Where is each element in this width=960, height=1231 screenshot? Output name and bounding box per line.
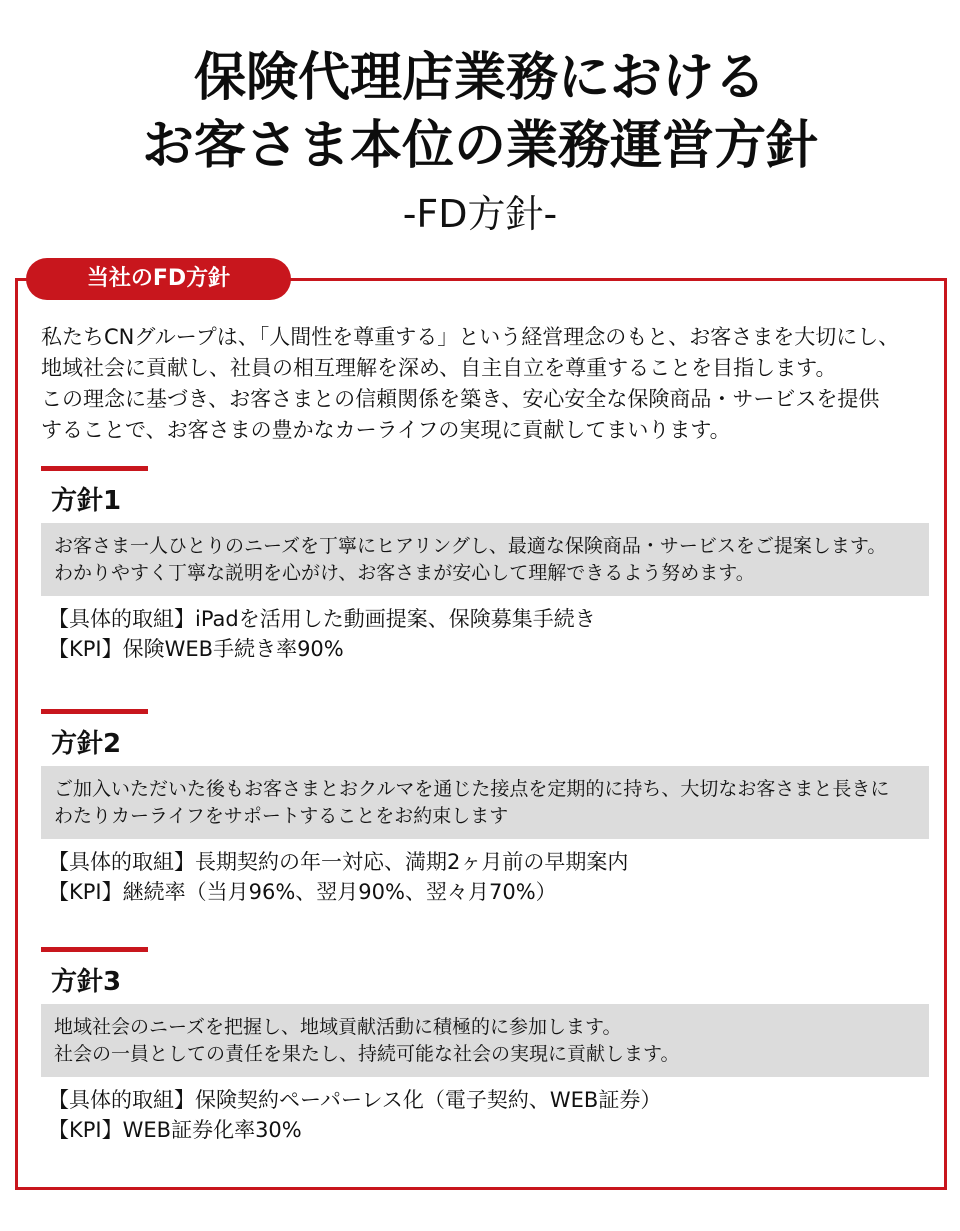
intro-line: することで、お客さまの豊かなカーライフの実現に貢献してまいります。 bbox=[41, 418, 731, 442]
policy-1-action: 【具体的取組】iPadを活用した動画提案、保険募集手続き bbox=[48, 607, 596, 631]
section-label-badge: 当社のFD方針 bbox=[26, 258, 291, 300]
page-title-line-1: 保険代理店業務における bbox=[193, 48, 766, 108]
page-title bbox=[0, 44, 960, 180]
policy-1-title: 方針1 bbox=[51, 486, 122, 516]
policy-2-description bbox=[41, 766, 929, 839]
page-title-line-2: お客さま本位の業務運営方針 bbox=[141, 116, 818, 176]
policy-1-accent-bar bbox=[41, 466, 148, 471]
policy-2-title: 方針2 bbox=[51, 729, 122, 759]
policy-3-description bbox=[41, 1004, 929, 1077]
policy-2-description-line: ご加入いただいた後もお客さまとおクルマを通じた接点を定期的に持ち、大切なお客さまと長きに bbox=[54, 778, 890, 800]
policy-2-description-line: わたりカーライフをサポートすることをお約束します bbox=[54, 805, 509, 827]
policy-1-description-line: わかりやすく丁寧な説明を心がけ、お客さまが安心して理解できるよう努めます。 bbox=[54, 562, 755, 584]
policy-3-kpi: 【KPI】WEB証券化率30% bbox=[48, 1118, 302, 1142]
policy-3-action: 【具体的取組】保険契約ペーパーレス化（電子契約、WEB証券） bbox=[48, 1088, 662, 1112]
policy-2-accent-bar bbox=[41, 709, 148, 714]
policy-2-details bbox=[48, 847, 628, 907]
intro-line: 私たちCNグループは、「人間性を尊重する」という経営理念のもと、お客さまを大切にし、 bbox=[41, 325, 900, 349]
policy-3-description-line: 地域社会のニーズを把握し、地域貢献活動に積極的に参加します。 bbox=[54, 1016, 622, 1038]
page-subtitle: -FD方針- bbox=[402, 192, 558, 236]
policy-3-accent-bar bbox=[41, 947, 148, 952]
policy-3-description-line: 社会の一員としての責任を果たし、持続可能な社会の実現に貢献します。 bbox=[54, 1043, 680, 1065]
intro-line: この理念に基づき、お客さまとの信頼関係を築き、安心安全な保険商品・サービスを提供 bbox=[41, 387, 880, 411]
policy-1-description-line: お客さま一人ひとりのニーズを丁寧にヒアリングし、最適な保険商品・サービスをご提案します。 bbox=[54, 535, 887, 557]
policy-1-description bbox=[41, 523, 929, 596]
policy-3-title: 方針3 bbox=[51, 967, 122, 997]
intro-paragraph bbox=[41, 322, 931, 446]
intro-line: 地域社会に貢献し、社員の相互理解を深め、自主自立を尊重することを目指します。 bbox=[41, 356, 837, 380]
policy-2-kpi: 【KPI】継続率（当月96%、翌月90%、翌々月70%） bbox=[48, 880, 557, 904]
policy-3-details bbox=[48, 1085, 661, 1145]
policy-1-details bbox=[48, 604, 596, 664]
policy-2-action: 【具体的取組】長期契約の年一対応、満期2ヶ月前の早期案内 bbox=[48, 850, 629, 874]
policy-1-kpi: 【KPI】保険WEB手続き率90% bbox=[48, 637, 344, 661]
